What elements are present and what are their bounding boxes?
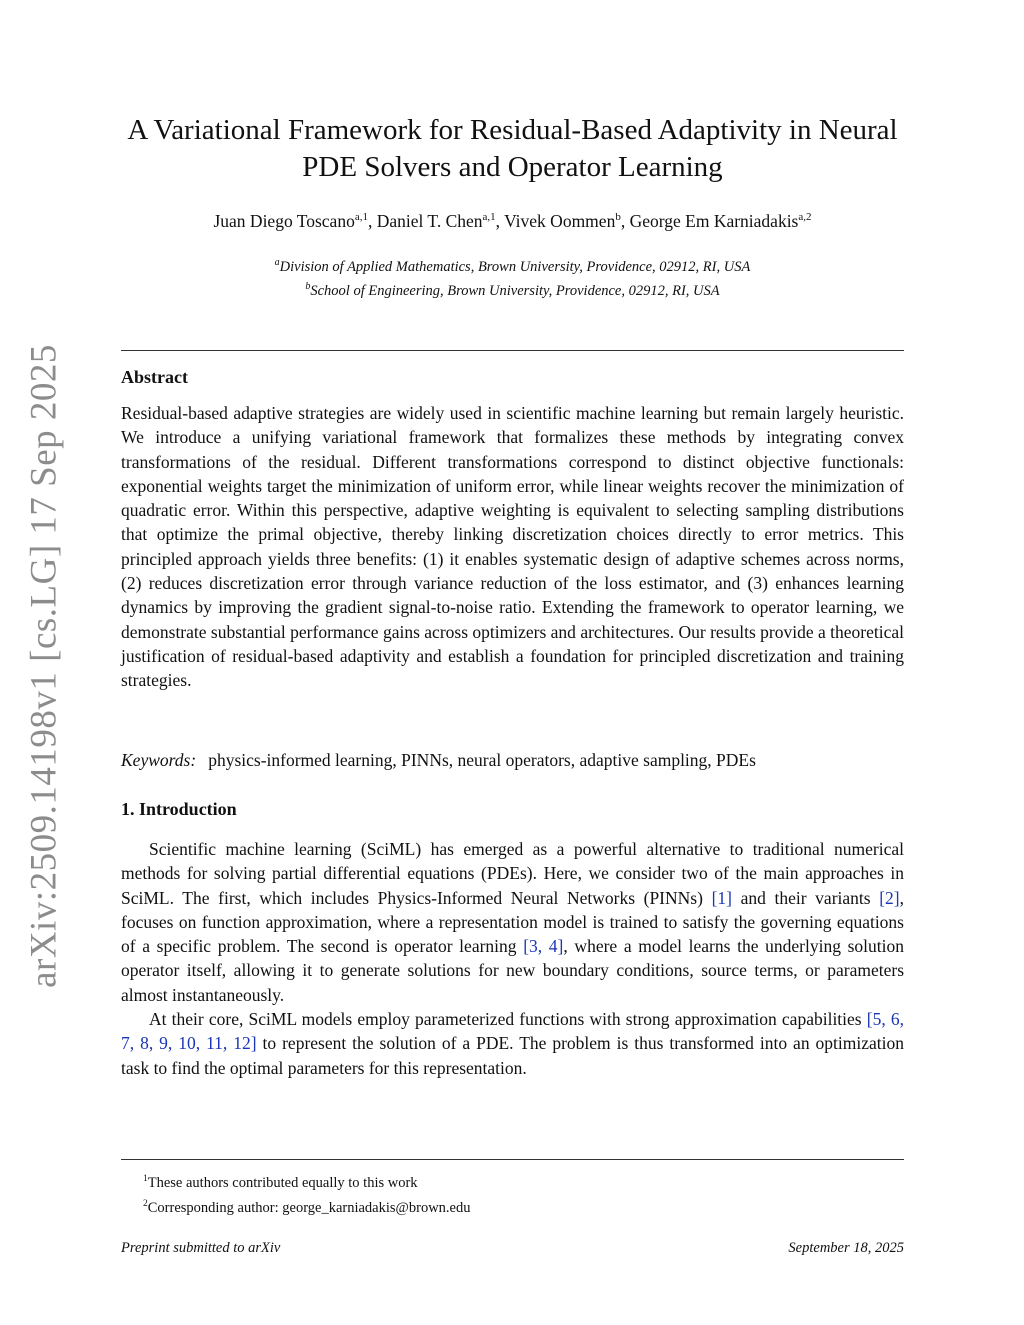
paragraph: At their core, SciML models employ parameterized functions with strong approximation capabilities [5, 6, 7, 8, 9, 10, 11, 12] to represent the solution of a PDE. The problem is thus transformed into an optimization task to find the optimal parameters for this representation. — [121, 1009, 904, 1078]
citation-link[interactable]: [2] — [879, 887, 900, 908]
keywords — [121, 750, 904, 771]
affiliation-b: $^b$School of Engineering, Brown University, Providence, 02912, RI, USA — [305, 280, 720, 299]
author-name: Juan Diego Toscano — [213, 211, 355, 231]
title-line-2: PDE Solvers and Operator Learning — [302, 151, 723, 183]
arxiv-identifier: arXiv:2509.14198v1 [cs.LG] 17 Sep 2025 — [23, 344, 65, 988]
page-footer — [121, 1240, 904, 1257]
keywords-list: physics-informed learning, PINNs, neural operators, adaptive sampling, PDEs — [208, 750, 756, 770]
citation-link[interactable]: [3, 4] — [523, 936, 564, 957]
abstract-text: Residual-based adaptive strategies are widely used in scientific machine learning but remain largely heuristic. We introduce a unifying variational framework that formalizes these methods by integrating convex transformations of the residual. Different transformations correspond to distinct objective functionals: exponential weights target the minimization of uniform error, while linear weights recover the minimization of quadratic error. Within this perspective, adaptive weighting is equivalent to selecting sampling distributions that optimize the primal objective, thereby linking discretization choices directly to error metrics. This principled approach yields three benefits: (1) it enables systematic design of adaptive schemes across norms, (2) reduces discretization error through variance reduction of the loss estimator, and (3) enhances learning dynamics by improving the gradient signal-to-noise ratio. Extending the framework to operator learning, we demonstrate substantial performance gains across optimizers and architectures. Our results provide a theoretical justification of residual-based adaptivity and establish a foundation for principled discretization and training strategies. — [121, 403, 904, 691]
author-affil-mark: a,1 — [482, 211, 496, 224]
footnote: $^2$Corresponding author: george_karniadakis@brown.edu — [143, 1198, 471, 1216]
divider — [121, 350, 904, 351]
paragraph: Scientific machine learning (SciML) has emerged as a powerful alternative to traditional numerical methods for solving partial differential equations (PDEs). Here, we consider two of the main approaches in SciML. The first, which includes Physics-Informed Neural Networks (PINNs) [1] and their variants [2], focuses on function approximation, where a representation model is trained to satisfy the governing equations of a specific problem. The second is operator learning [3, 4], where a model learns the underlying solution operator itself, allowing it to generate solutions for new boundary conditions, source terms, or parameters almost instantaneously. — [121, 839, 905, 1005]
footnote: $^1$These authors contributed equally to this work — [143, 1174, 418, 1191]
abstract-heading: Abstract — [121, 367, 188, 387]
keywords-label: Keywords: — [121, 750, 197, 770]
affiliations — [121, 253, 904, 301]
author-affil-mark: a,2 — [798, 211, 812, 224]
author-name: Daniel T. Chen — [376, 211, 483, 231]
author-name: George Em Karniadakis — [629, 211, 799, 231]
citation-link[interactable]: [5, 6, 7, 8, 9, 10, 11, 12] — [121, 1009, 904, 1054]
introduction-body — [121, 837, 904, 1080]
author-name: Vivek Oommen — [504, 211, 616, 231]
section-heading: 1. Introduction — [121, 799, 237, 819]
footer-date: September 18, 2025 — [788, 1240, 904, 1256]
author-list: Juan Diego Toscano$^{a,1}$, Daniel T. Chen$^{a,1}$, Vivek Oommen$^b$, George Em Karniadakis$^{a,2}$ — [213, 211, 812, 231]
citation-link[interactable]: [1] — [711, 887, 732, 908]
footnotes — [121, 1169, 926, 1219]
affiliation-a: $^a$Division of Applied Mathematics, Brown University, Providence, 02912, RI, USA — [274, 257, 751, 275]
title-line-1: A Variational Framework for Residual-Based Adaptivity in Neural — [127, 114, 898, 146]
footer-left: Preprint submitted to arXiv — [121, 1240, 281, 1256]
paper-title — [121, 112, 904, 186]
author-affil-mark: b — [615, 211, 621, 224]
footnote-divider — [121, 1159, 904, 1160]
author-affil-mark: a,1 — [354, 211, 368, 224]
